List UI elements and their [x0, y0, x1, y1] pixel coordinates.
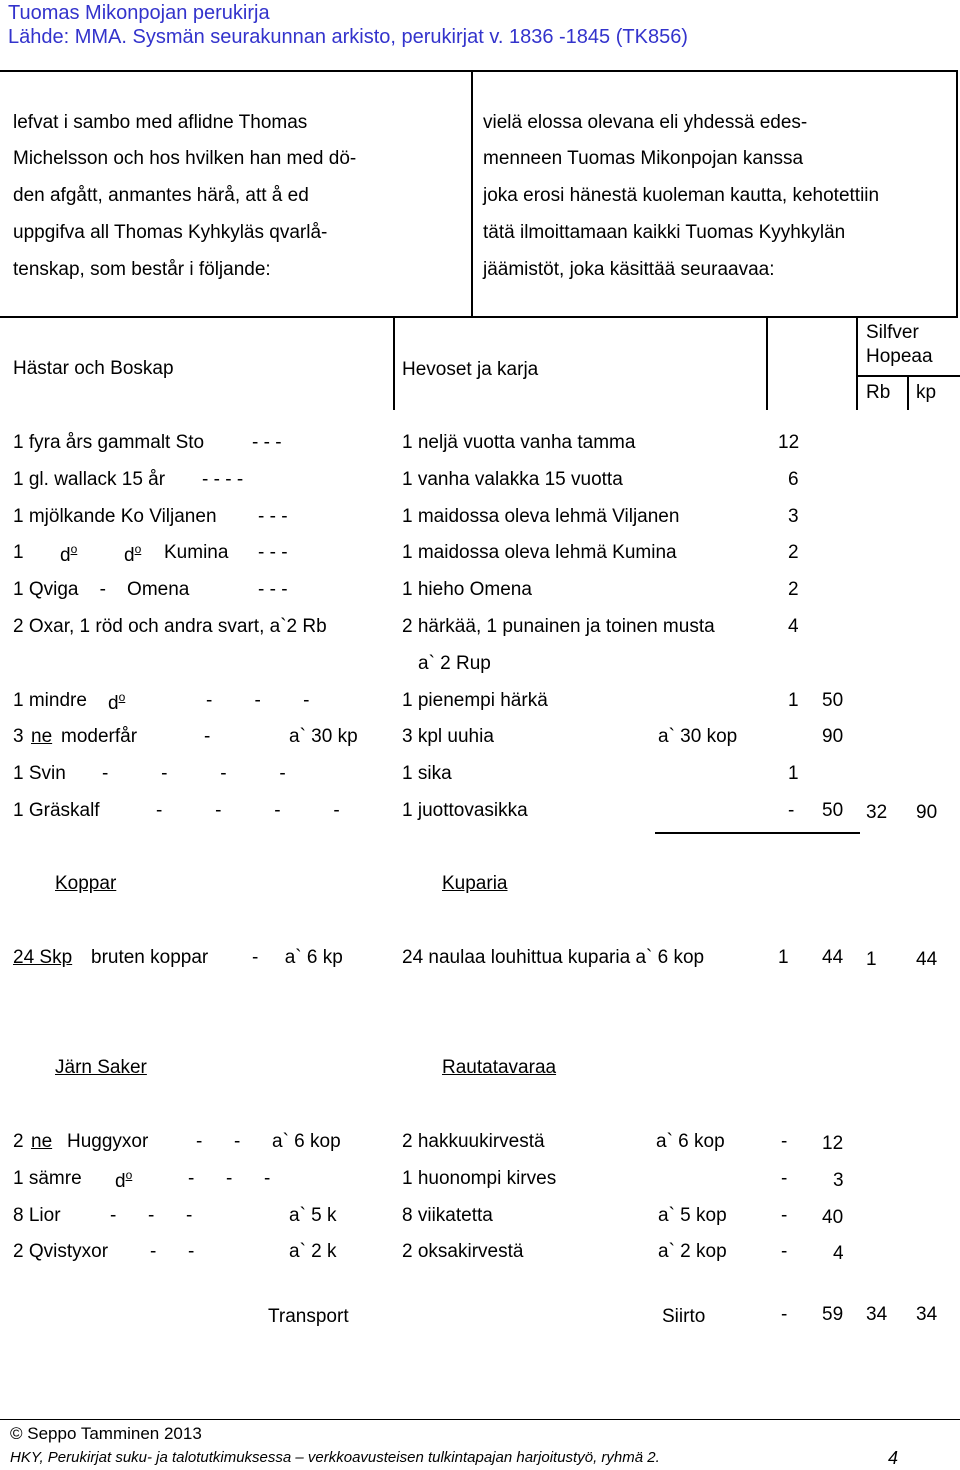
animal-item-rb: 3 — [788, 506, 799, 527]
intro-finnish-line: joka erosi hänestä kuoleman kautta, kehotettiin — [483, 185, 880, 206]
animal-item-kp: 90 — [822, 726, 844, 747]
iron-item-rb: - — [781, 1168, 788, 1189]
iron-item-sv: 8 Lior — [13, 1205, 61, 1226]
iron-item-dashes: - - - — [188, 1168, 271, 1189]
iron-item-dashes: - - - — [110, 1205, 193, 1226]
animal-item-price: a` 2 Rup — [418, 653, 491, 674]
transport-kp: 59 — [822, 1304, 844, 1325]
animal-item-fi: 2 härkää, 1 punainen ja toinen musta — [402, 616, 715, 637]
iron-item-price: a` 5 k — [289, 1205, 337, 1226]
intro-swedish-line: den afgått, anmantes härå, att å ed — [13, 185, 309, 206]
iron-item-kp: 40 — [822, 1207, 844, 1228]
column-divider — [856, 318, 858, 410]
page-number: 4 — [888, 1448, 899, 1468]
rb-heading: Rb — [866, 382, 891, 403]
iron-item-fi: 8 viikatetta — [402, 1205, 493, 1226]
iron-item-price-fi: a` 5 kop — [658, 1205, 727, 1226]
animal-item-sv: moderfår — [61, 726, 138, 747]
animal-item-rb: 2 — [788, 542, 799, 563]
animal-item-sv: 1 Svin — [13, 763, 66, 784]
ditto-mark: $d^o$ — [124, 542, 142, 566]
copper-item-desc: bruten koppar — [91, 947, 209, 968]
animal-item-dashes: - - - - — [156, 800, 340, 821]
iron-item-fi: 1 huonompi kirves — [402, 1168, 557, 1189]
animal-item-fi: 1 neljä vuotta vanha tamma — [402, 432, 636, 453]
animal-item-count: 3 — [13, 726, 24, 747]
animal-item-dashes: - — [204, 726, 211, 747]
animal-item-fi: 1 sika — [402, 763, 452, 784]
animal-item-fi: 1 pienempi härkä — [402, 690, 548, 711]
section-heading-animals-sv: Hästar och Boskap — [13, 358, 174, 379]
copper-item-rb: 1 — [778, 947, 789, 968]
iron-item-price-fi: a` 2 kop — [658, 1241, 727, 1262]
animal-item-fi: 3 kpl uuhia — [402, 726, 494, 747]
animal-item-dashes: - - - — [252, 432, 282, 453]
iron-item-sv: Huggyxor — [67, 1131, 149, 1152]
transport-label-fi: Siirto — [662, 1306, 706, 1327]
iron-item-dashes: - - — [150, 1241, 195, 1262]
animal-item-dashes: - - - — [206, 690, 310, 711]
animal-item-fi: 1 maidossa oleva lehmä Viljanen — [402, 506, 680, 527]
animal-item-abbr: ne — [31, 726, 53, 747]
intro-swedish-line: lefvat i sambo med aflidne Thomas — [13, 112, 308, 133]
animal-item-price: a` 30 kp — [289, 726, 358, 747]
animal-item-sv: 1 mindre — [13, 690, 87, 711]
course-note: HKY, Perukirjat suku- ja talotutkimuksessa – verkkoavusteisen tulkintapajan harjoitustyö, ryhmä 2. — [10, 1449, 660, 1466]
animal-item-sv: 1 mjölkande Ko Viljanen — [13, 506, 217, 527]
iron-item-price: a` 2 k — [289, 1241, 337, 1262]
animal-item-dashes: - - - — [258, 542, 288, 563]
iron-item-sv: 2 Qvistyxor — [13, 1241, 109, 1262]
animal-item-rb: 1 — [788, 690, 799, 711]
iron-item-rb: - — [781, 1205, 788, 1226]
section-heading-copper-sv: Koppar — [55, 873, 117, 894]
copper-total-kp: 44 — [916, 949, 938, 970]
animal-item-sv: 1 Qviga - Omena — [13, 579, 190, 600]
animal-item-dashes: - - - - — [202, 469, 244, 490]
intro-swedish-line: Michelsson och hos hvilken han med dö- — [13, 148, 357, 169]
animal-item-sv: 1 fyra års gammalt Sto — [13, 432, 205, 453]
animal-item-fi: 1 hieho Omena — [402, 579, 532, 600]
column-divider — [907, 375, 909, 410]
ditto-mark: $d^o$ — [60, 542, 78, 566]
section-heading-animals-fi: Hevoset ja karja — [402, 359, 539, 380]
column-rule — [856, 375, 960, 377]
footer-rule — [0, 1419, 960, 1420]
iron-item-kp: 3 — [833, 1170, 844, 1191]
animal-item-sv: 1 Gräskalf — [13, 800, 100, 821]
animal-item-rb: - — [788, 800, 795, 821]
copper-item-fi: 24 naulaa louhittua kuparia a` 6 kop — [402, 947, 705, 968]
intro-finnish-line: tätä ilmoittamaan kaikki Tuomas Kyyhkylän — [483, 222, 846, 243]
animal-item-sv: Kumina — [164, 542, 229, 563]
animals-total-kp: 90 — [916, 802, 938, 823]
column-divider — [766, 318, 768, 410]
animal-item-dashes: - - - — [258, 579, 288, 600]
transport-rb: - — [781, 1304, 788, 1325]
animal-item-rb: 2 — [788, 579, 799, 600]
intro-swedish-line: tenskap, som består i följande: — [13, 259, 271, 280]
copper-item-price: - a` 6 kp — [252, 947, 343, 968]
transport-total-kp: 34 — [916, 1304, 938, 1325]
animal-item-fi: 1 vanha valakka 15 vuotta — [402, 469, 623, 490]
intro-finnish-line: jäämistöt, joka käsittää seuraavaa: — [483, 259, 775, 280]
intro-finnish-line: menneen Tuomas Mikonpojan kanssa — [483, 148, 804, 169]
animals-total-rb: 32 — [866, 802, 888, 823]
ditto-mark: $d^o$ — [108, 690, 126, 714]
animal-item-count: 1 — [13, 542, 24, 563]
section-heading-iron-fi: Rautatavaraa — [442, 1057, 557, 1078]
animal-item-rb: 6 — [788, 469, 799, 490]
animal-item-price-fi: a` 30 kop — [658, 726, 738, 747]
document-title: Tuomas Mikonpojan perukirja — [8, 2, 270, 24]
silver-heading-fi: Hopeaa — [866, 346, 933, 367]
iron-item-price: - - a` 6 kop — [196, 1131, 341, 1152]
iron-item-price-fi: a` 6 kop — [656, 1131, 725, 1152]
transport-total-rb: 34 — [866, 1304, 888, 1325]
transport-label-sv: Transport — [268, 1306, 349, 1327]
iron-item-rb: - — [781, 1241, 788, 1262]
copyright-note: © Seppo Tamminen 2013 — [10, 1424, 202, 1443]
silver-heading: Silfver — [866, 322, 919, 343]
document-source: Lähde: MMA. Sysmän seurakunnan arkisto, perukirjat v. 1836 -1845 (TK856) — [8, 26, 688, 48]
animal-item-fi: 1 maidossa oleva lehmä Kumina — [402, 542, 677, 563]
column-divider — [393, 318, 395, 410]
section-heading-copper-fi: Kuparia — [442, 873, 508, 894]
animal-item-sv: 1 gl. wallack 15 år — [13, 469, 166, 490]
iron-item-abbr: ne — [31, 1131, 53, 1152]
section-heading-iron-sv: Järn Saker — [55, 1057, 147, 1078]
animal-item-sv: 2 Oxar, 1 röd och andra svart, a`2 Rb — [13, 616, 327, 637]
copper-item-sv: 24 Skp — [13, 947, 73, 968]
intro-finnish-line: vielä elossa olevana eli yhdessä edes- — [483, 112, 808, 133]
intro-divider — [471, 70, 473, 318]
animal-item-rb: 4 — [788, 616, 799, 637]
animal-item-rb: 12 — [778, 432, 800, 453]
animal-item-dashes: - - - - — [102, 763, 286, 784]
animal-item-fi: 1 juottovasikka — [402, 800, 528, 821]
iron-item-count: 2 — [13, 1131, 24, 1152]
animal-item-rb: 1 — [788, 763, 799, 784]
ditto-mark: $d^o$ — [115, 1168, 133, 1192]
animal-item-dashes: - - - — [258, 506, 288, 527]
intro-swedish-line: uppgifva all Thomas Kyhkyläs qvarlå- — [13, 222, 328, 243]
copper-item-kp: 44 — [822, 947, 844, 968]
kp-heading: kp — [916, 382, 937, 403]
iron-item-sv: 1 sämre — [13, 1168, 82, 1189]
iron-item-rb: - — [781, 1131, 788, 1152]
iron-item-kp: 12 — [822, 1133, 844, 1154]
animal-item-kp: 50 — [822, 800, 844, 821]
animal-item-kp: 50 — [822, 690, 844, 711]
iron-item-fi: 2 oksakirvestä — [402, 1241, 524, 1262]
iron-item-kp: 4 — [833, 1243, 844, 1264]
sum-rule — [655, 832, 860, 834]
copper-total-rb: 1 — [866, 949, 877, 970]
iron-item-fi: 2 hakkuukirvestä — [402, 1131, 545, 1152]
